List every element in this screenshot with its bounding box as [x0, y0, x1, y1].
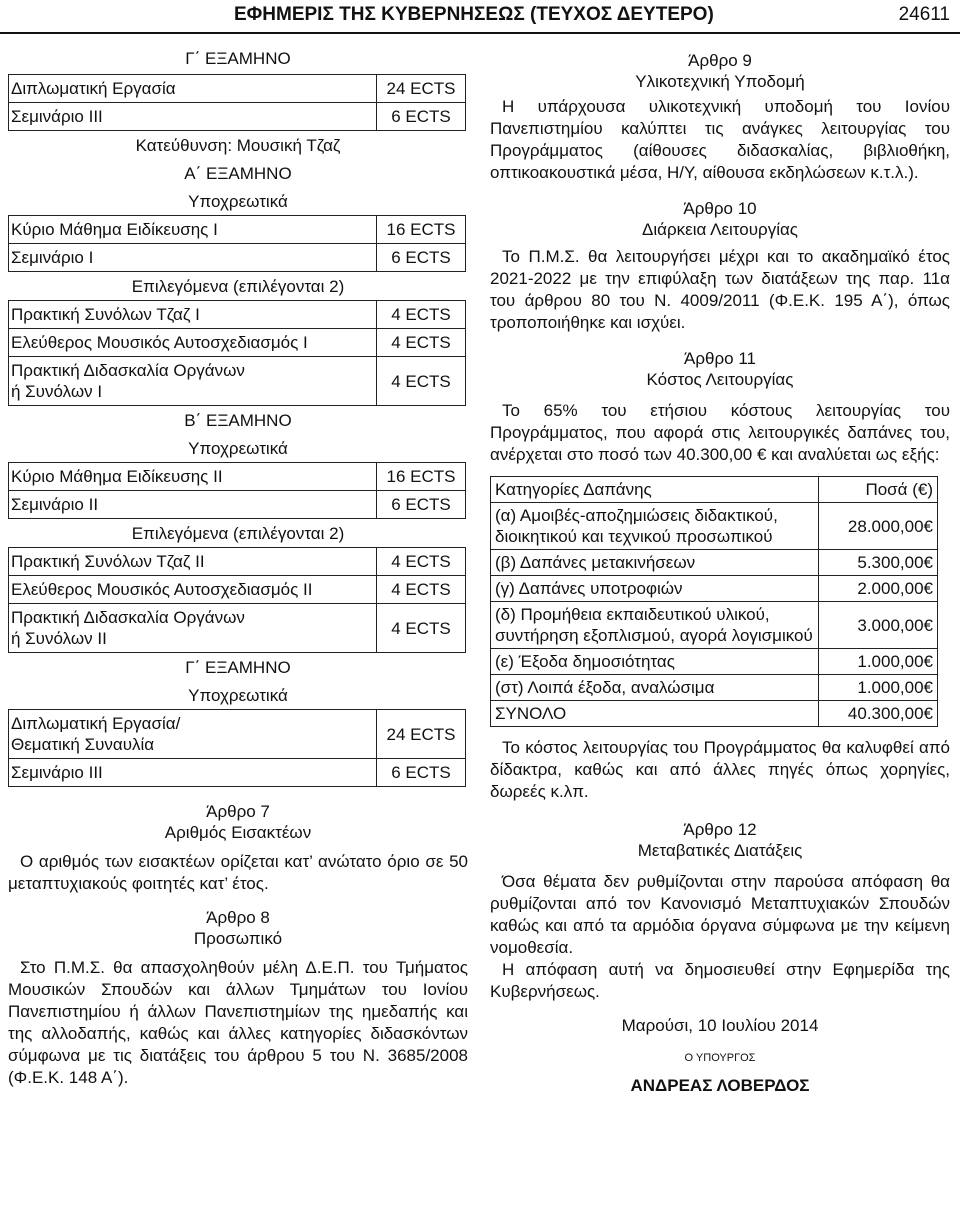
table-row [9, 548, 466, 576]
direction-heading: Κατεύθυνση: Μουσική Τζαζ [135, 136, 341, 155]
course-name: Σεμινάριο ΙΙΙ [9, 759, 377, 787]
course-table [8, 709, 466, 787]
course-name: Διπλωματική Εργασία [9, 75, 377, 103]
table-row [491, 503, 938, 550]
cost-table [490, 476, 938, 727]
course-name [9, 710, 377, 759]
article-text: Το 65% του ετήσιου κόστους λειτουργίας του Προγράμματος, που αφορά στις λειτουργικές δαπάνες του, ανέρχεται στο ποσό των 40.300,00 € και αναλύεται ως εξής: [490, 401, 950, 464]
cost-amount: 28.000,00€ [819, 503, 938, 550]
semester-heading: Β΄ ΕΞΑΜΗΝΟ [184, 411, 292, 430]
course-name-line: ή Συνόλων Ι [11, 382, 103, 401]
article-number: Άρθρο 8 [206, 908, 270, 927]
table-row [9, 604, 466, 653]
article-title: Υλικοτεχνική Υποδομή [635, 72, 805, 91]
course-name-line: Πρακτική Διδασκαλία Οργάνων [11, 608, 245, 627]
cost-category-total: ΣΥΝΟΛΟ [491, 701, 819, 727]
table-row [9, 357, 466, 406]
cost-amount: 1.000,00€ [819, 649, 938, 675]
article-number: Άρθρο 11 [684, 349, 756, 368]
signature-name: ΑΝΔΡΕΑΣ ΛΟΒΕΡΔΟΣ [630, 1076, 810, 1095]
table-row [9, 244, 466, 272]
course-table [8, 215, 466, 272]
course-ects: 6 ECTS [377, 103, 466, 131]
table-row [9, 491, 466, 519]
course-ects: 4 ECTS [377, 301, 466, 329]
course-ects: 4 ECTS [377, 604, 466, 653]
cost-amount: 2.000,00€ [819, 576, 938, 602]
table-row [9, 329, 466, 357]
article-title: Μεταβατικές Διατάξεις [637, 841, 803, 860]
table-row [491, 550, 938, 576]
table-row [9, 710, 466, 759]
table-header-row [491, 477, 938, 503]
cost-category: (γ) Δαπάνες υποτροφιών [491, 576, 819, 602]
course-ects: 16 ECTS [377, 463, 466, 491]
cost-amount: 3.000,00€ [819, 602, 938, 649]
table-row [491, 675, 938, 701]
article-number: Άρθρο 12 [683, 820, 757, 839]
course-ects: 6 ECTS [377, 491, 466, 519]
course-ects: 4 ECTS [377, 357, 466, 406]
course-name-line: ή Συνόλων ΙΙ [11, 629, 107, 648]
cost-amount: 1.000,00€ [819, 675, 938, 701]
course-name-line: Θεματική Συναυλία [11, 735, 155, 754]
course-table [8, 74, 466, 131]
semester-heading: Α΄ ΕΞΑΜΗΝΟ [184, 164, 292, 183]
course-ects: 6 ECTS [377, 244, 466, 272]
article-title: Αριθμός Εισακτέων [164, 823, 312, 842]
course-name: Σεμινάριο ΙΙ [9, 491, 377, 519]
required-label: Υποχρεωτικά [188, 686, 288, 705]
elective-label: Επιλεγόμενα (επιλέγονται 2) [131, 524, 345, 543]
table-row [491, 576, 938, 602]
table-row [9, 576, 466, 604]
elective-label: Επιλεγόμενα (επιλέγονται 2) [131, 277, 345, 296]
article-title: Διάρκεια Λειτουργίας [641, 220, 798, 239]
cost-category: (δ) Προμήθεια εκπαιδευτικού υλικού, συντήρηση εξοπλισμού, αγορά λογισμικού [491, 602, 819, 649]
table-row [9, 216, 466, 244]
article-text: Το κόστος λειτουργίας του Προγράμματος θα καλυφθεί από δίδακτρα, καθώς και από άλλες πηγές όπως χορηγίες, δωρεές κ.λπ. [490, 738, 950, 801]
article-number: Άρθρο 10 [683, 199, 757, 218]
article-text: Ο αριθμός των εισακτέων ορίζεται κατ’ ανώτατο όριο σε 50 μεταπτυχιακούς φοιτητές κατ’ έτος. [8, 852, 468, 893]
table-row [9, 301, 466, 329]
course-name: Πρακτική Συνόλων Τζαζ Ι [9, 301, 377, 329]
required-label: Υποχρεωτικά [188, 439, 288, 458]
right-column [490, 50, 950, 1096]
course-ects: 6 ECTS [377, 759, 466, 787]
table-row [491, 602, 938, 649]
article-number: Άρθρο 9 [688, 51, 752, 70]
course-name-line: Πρακτική Διδασκαλία Οργάνων [11, 361, 245, 380]
signature-date: Μαρούσι, 10 Ιουλίου 2014 [621, 1016, 819, 1035]
course-ects: 4 ECTS [377, 576, 466, 604]
semester-heading: Γ΄ ΕΞΑΜΗΝΟ [185, 658, 291, 677]
required-label: Υποχρεωτικά [188, 192, 288, 211]
course-ects: 24 ECTS [377, 710, 466, 759]
article-text: Το Π.Μ.Σ. θα λειτουργήσει μέχρι και το ακαδημαϊκό έτος 2021-2022 με την επιφύλαξη των διατάξεων της παρ. 11α του άρθρου 80 του Ν. 4009/2011 (Φ.Ε.Κ. 195 Α΄), όπως τροποποιήθηκε και ισχύει. [490, 247, 950, 332]
course-name-line: Διπλωματική Εργασία/ [11, 714, 181, 733]
table-row [491, 701, 938, 727]
course-name: Σεμινάριο ΙΙΙ [9, 103, 377, 131]
course-name [9, 357, 377, 406]
course-table [8, 462, 466, 519]
page-number: 24611 [898, 4, 950, 25]
course-ects: 4 ECTS [377, 329, 466, 357]
article-text: Η απόφαση αυτή να δημοσιευθεί στην Εφημερίδα της Κυβερνήσεως. [490, 960, 950, 1001]
column-header-amount: Ποσά (€) [819, 477, 938, 503]
article-number: Άρθρο 7 [206, 802, 270, 821]
course-name [9, 604, 377, 653]
signature-role: Ο ΥΠΟΥΡΓΟΣ [684, 1052, 756, 1064]
course-name: Σεμινάριο Ι [9, 244, 377, 272]
course-name: Ελεύθερος Μουσικός Αυτοσχεδιασμός Ι [9, 329, 377, 357]
table-row [9, 463, 466, 491]
course-name: Πρακτική Συνόλων Τζαζ ΙΙ [9, 548, 377, 576]
course-name: Ελεύθερος Μουσικός Αυτοσχεδιασμός ΙΙ [9, 576, 377, 604]
table-row [9, 103, 466, 131]
course-name: Κύριο Μάθημα Ειδίκευσης Ι [9, 216, 377, 244]
table-row [9, 759, 466, 787]
cost-amount: 5.300,00€ [819, 550, 938, 576]
course-table [8, 547, 466, 653]
cost-category: (ε) Έξοδα δημοσιότητας [491, 649, 819, 675]
course-table [8, 300, 466, 406]
cost-category: (β) Δαπάνες μετακινήσεων [491, 550, 819, 576]
column-header-category: Κατηγορίες Δαπάνης [491, 477, 819, 503]
article-title: Κόστος Λειτουργίας [646, 370, 794, 389]
cost-category: (στ) Λοιπά έξοδα, αναλώσιμα [491, 675, 819, 701]
table-row [491, 649, 938, 675]
course-ects: 4 ECTS [377, 548, 466, 576]
table-row [9, 75, 466, 103]
course-name: Κύριο Μάθημα Ειδίκευσης ΙΙ [9, 463, 377, 491]
course-ects: 16 ECTS [377, 216, 466, 244]
article-text: Όσα θέματα δεν ρυθμίζονται στην παρούσα απόφαση θα ρυθμίζονται από τον Κανονισμό Μεταπτυχιακών Σπουδών καθώς και από τα αρμόδια όργανα σύμφωνα με την κείμενη νομοθεσία. [490, 872, 950, 957]
cost-category: (α) Αμοιβές-αποζημιώσεις διδακτικού, διοικητικού και τεχνικού προσωπικού [491, 503, 819, 550]
semester-heading: Γ΄ ΕΞΑΜΗΝΟ [185, 49, 291, 68]
cost-amount-total: 40.300,00€ [819, 701, 938, 727]
gazette-title: ΕΦΗΜΕΡΙΣ ΤΗΣ ΚΥΒΕΡΝΗΣΕΩΣ (ΤΕΥΧΟΣ ΔΕΥΤΕΡΟ) [234, 4, 714, 25]
left-column [8, 46, 468, 1089]
page-header [0, 0, 960, 34]
article-text: Στο Π.Μ.Σ. θα απασχοληθούν μέλη Δ.Ε.Π. του Τμήματος Μουσικών Σπουδών και άλλων Τμημάτων του Ιονίου Πανεπιστημίου ή άλλων Πανεπιστημίων της ημεδαπής και της αλλοδαπής, καθώς και άλλες κατηγορίες διδασκόντων σύμφωνα με τις διατάξεις του άρθρου 5 του Ν. 3685/2008 (Φ.Ε.Κ. 148 Α΄). [8, 958, 468, 1087]
course-ects: 24 ECTS [377, 75, 466, 103]
article-title: Προσωπικό [193, 929, 283, 948]
article-text: Η υπάρχουσα υλικοτεχνική υποδομή του Ιονίου Πανεπιστημίου καλύπτει τις ανάγκες λειτουργίας του Προγράμματος (αίθουσες διδασκαλίας, βιβλιοθήκη, οπτικοακουστικά μέσα, Η/Υ, αίθουσα εκδηλώσεων κ.τ.λ.). [490, 97, 950, 182]
